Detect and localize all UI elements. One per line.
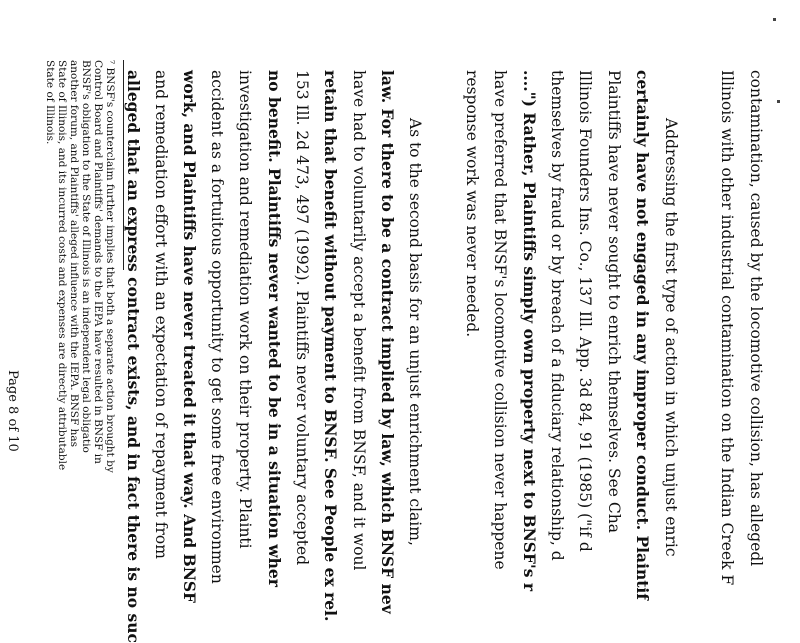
- body-line: contamination, caused by the locomotive collision, has allegedl: [747, 70, 765, 567]
- body-line: Illinois with other industrial contamination on the Indian Creek F: [718, 70, 736, 586]
- body-line: accident as a fortuitous opportunity to get some free environmen: [208, 70, 226, 584]
- body-line: law. For there to be a contract implied by law, which BNSF nev: [378, 70, 397, 614]
- body-line: certainly have not engaged in any improper conduct. Plaintif: [633, 70, 652, 600]
- footnote-line: BNSF's obligation to the State of Illinois is an independent legal obligatio: [80, 60, 92, 453]
- body-line: Plaintiffs have never sought to enrich themselves. See Cha: [605, 70, 623, 533]
- body-line: response work was never needed.: [463, 70, 481, 338]
- body-line: have preferred that BNSF's locomotive collision never happene: [491, 70, 509, 570]
- body-line: have had to voluntarily accept a benefit from BNSF, and it woul: [350, 70, 368, 571]
- body-line: retain that benefit without payment to BNSF. See People ex rel.: [321, 70, 340, 622]
- scan-speck: [777, 100, 780, 103]
- body-line: Illinois Founders Ins. Co., 137 Ill. App. 3d 84, 91 (1985) ("if d: [576, 70, 594, 552]
- footnote-line: another forum, and Plaintiffs' alleged influence with the IEPA. BNSF has: [68, 60, 80, 448]
- footnote-separator: [123, 60, 124, 270]
- body-line: investigation and remediation work on their property. Plainti: [236, 70, 254, 549]
- body-line: As to the second basis for an unjust enrichment claim,: [406, 118, 424, 546]
- body-line: alleged that an express contract exists, and in fact there is no suc: [124, 70, 143, 643]
- body-line: work, and Plaintiffs have never treated it that way. And BNSF: [180, 70, 199, 604]
- footnote-line: State of Illinois.: [44, 60, 56, 145]
- footnote-line: State of Illinois, and its incurred costs and expenses are directly attributable: [56, 60, 68, 471]
- body-line: and remediation effort with an expectation of repayment from: [152, 70, 170, 559]
- footnote-line: Control Board and Plaintiffs' demands to the IEPA have resulted in BNSF in: [92, 60, 104, 464]
- footnote-line: ⁷ BNSF's counterclaim further implies that both a separate action brought by: [104, 60, 116, 473]
- body-line: Addressing the first type of action in which unjust enric: [662, 118, 680, 557]
- scan-speck: [773, 18, 776, 21]
- body-line: 153 Ill. 2d 473, 497 (1992). Plaintiffs never voluntary accepted: [293, 70, 311, 566]
- page-number: Page 8 of 10: [5, 370, 20, 452]
- body-line: ....") Rather, Plaintiffs simply own property next to BNSF's r: [520, 70, 539, 592]
- body-line: no benefit. Plaintiffs never wanted to be in a situation wher: [265, 70, 284, 587]
- body-line: themselves by fraud or by breach of a fiduciary relationship, d: [548, 70, 566, 561]
